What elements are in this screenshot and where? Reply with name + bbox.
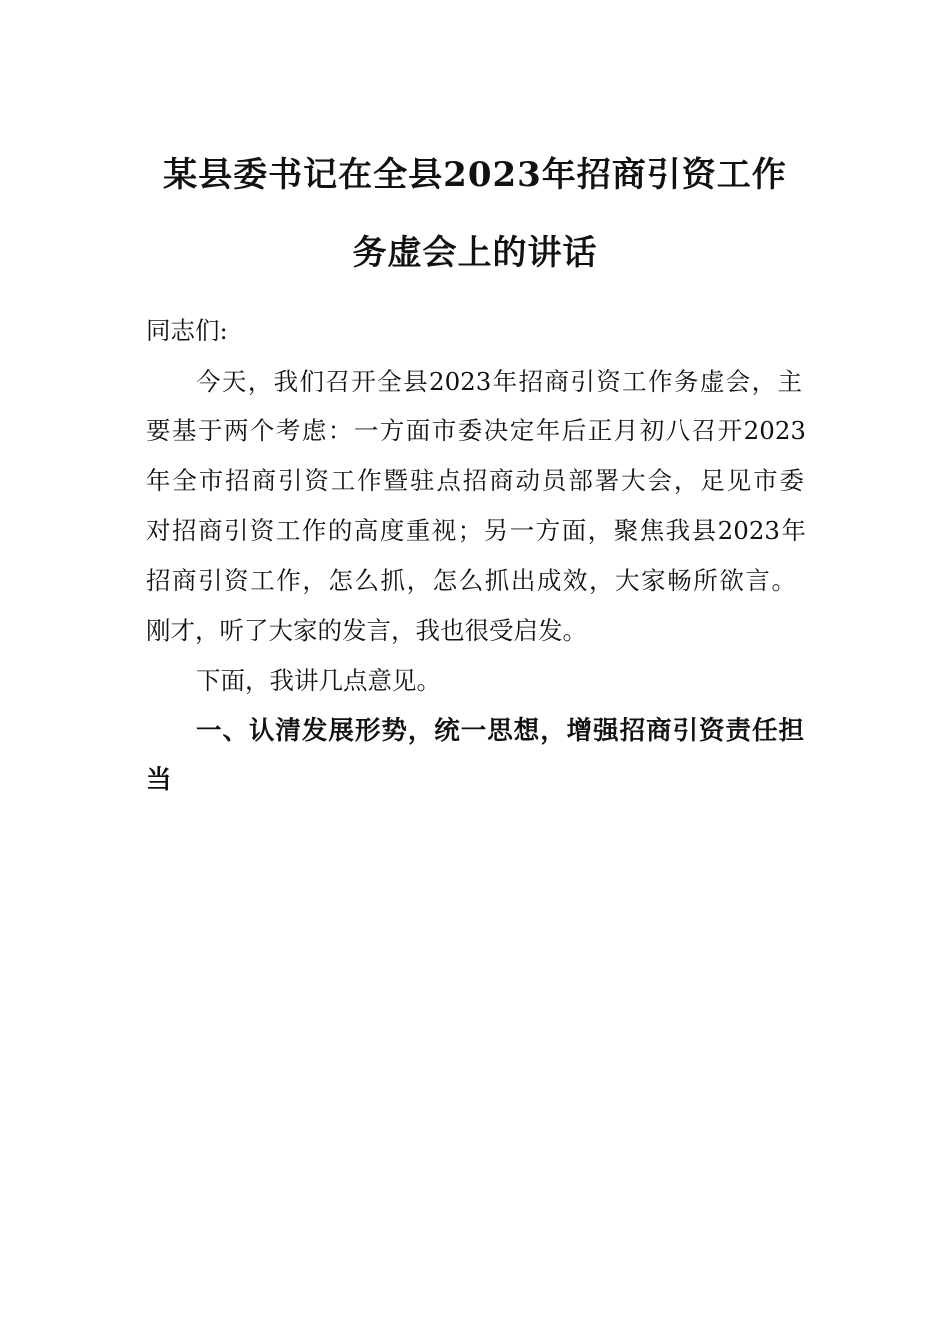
- document-title-line-2: 务虚会上的讲话: [352, 233, 598, 273]
- paragraph-2: 下面，我讲几点意见。: [196, 666, 441, 695]
- paragraph-1-line-1: 今天，我们召开全县2023年招商引资工作务虚会，主: [196, 367, 802, 396]
- salutation: 同志们:: [146, 316, 228, 345]
- paragraph-1-line-2: 要基于两个考虑：一方面市委决定年后正月初八召开2023: [146, 416, 806, 445]
- paragraph-1-line-3: 年全市招商引资工作暨驻点招商动员部署大会，足见市委: [146, 466, 804, 495]
- paragraph-1-line-4: 对招商引资工作的高度重视；另一方面，聚焦我县2023年: [146, 516, 806, 545]
- paragraph-1-line-5: 招商引资工作，怎么抓，怎么抓出成效，大家畅所欲言。: [146, 566, 796, 595]
- section-heading-line-1: 一、认清发展形势，统一思想，增强招商引资责任担: [196, 716, 804, 746]
- section-heading-line-2: 当: [146, 765, 172, 795]
- paragraph-1-line-6: 刚才，听了大家的发言，我也很受启发。: [146, 616, 587, 645]
- document-title-line-1: 某县委书记在全县2023年招商引资工作: [163, 155, 787, 195]
